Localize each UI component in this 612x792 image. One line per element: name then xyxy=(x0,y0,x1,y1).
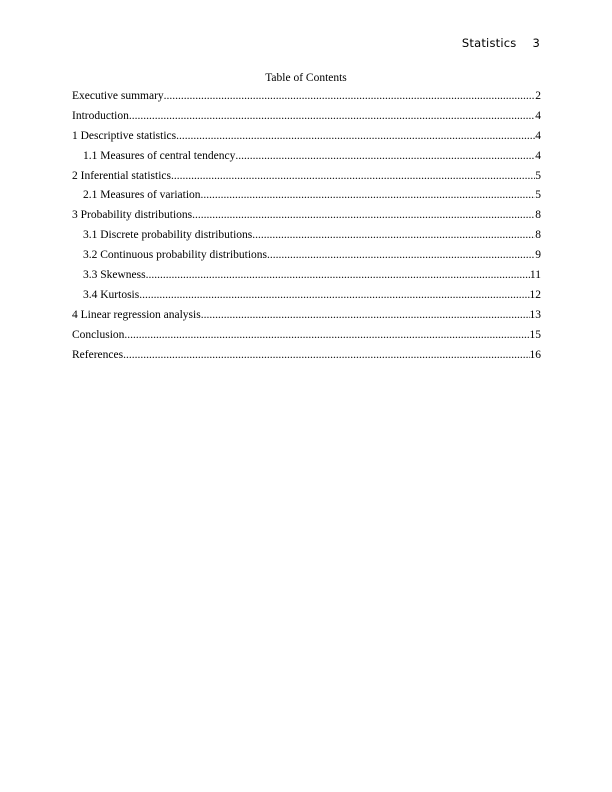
running-title: Statistics xyxy=(461,36,517,50)
toc-entry-skewness[interactable] xyxy=(72,266,541,286)
toc-entry-page: 5 xyxy=(535,169,541,182)
toc-entry-label: 3.1 Discrete probability distributions xyxy=(83,229,253,242)
toc-entry-descriptive-statistics[interactable] xyxy=(72,127,541,147)
toc-entry-page: 2 xyxy=(535,90,541,102)
toc-entry-label: 3.3 Skewness xyxy=(83,269,146,282)
toc-entry-page: 9 xyxy=(535,249,541,262)
toc-entry-label: Executive summary xyxy=(72,90,164,102)
toc-entry-label: 3 Probability distributions xyxy=(72,209,193,222)
toc-entry-label: 3.2 Continuous probability distributions xyxy=(83,249,268,262)
toc-entry-continuous-distributions[interactable] xyxy=(72,246,541,266)
toc-entry-page: 8 xyxy=(535,209,541,222)
toc-entry-page: 16 xyxy=(529,348,541,361)
toc-entry-central-tendency[interactable] xyxy=(72,147,541,167)
dot-leader xyxy=(139,286,529,306)
dot-leader xyxy=(164,87,536,107)
toc-title: Table of Contents xyxy=(265,72,347,84)
dot-leader xyxy=(123,346,529,366)
toc-entry-references[interactable] xyxy=(72,346,541,366)
toc-entry-inferential-statistics[interactable] xyxy=(72,167,541,187)
toc-entry-introduction[interactable] xyxy=(72,107,541,127)
toc-entry-page: 12 xyxy=(529,288,541,301)
dot-leader xyxy=(129,107,535,127)
toc-entry-linear-regression[interactable] xyxy=(72,306,541,326)
toc-entry-measures-of-variation[interactable] xyxy=(72,186,541,206)
toc-entry-label: References xyxy=(72,348,124,361)
toc-entry-page: 15 xyxy=(529,328,541,341)
toc-entry-label: 4 Linear regression analysis xyxy=(72,308,201,321)
toc-entry-page: 4 xyxy=(535,109,541,122)
toc-entry-label: 2 Inferential statistics xyxy=(72,169,171,182)
toc-entry-label: 1 Descriptive statistics xyxy=(72,129,177,142)
toc-entry-probability-distributions[interactable] xyxy=(72,206,541,226)
page-header xyxy=(462,36,540,50)
page-number: 3 xyxy=(532,36,540,50)
toc-entry-label: 2.1 Measures of variation xyxy=(83,189,201,202)
toc-entry-label: 3.4 Kurtosis xyxy=(83,288,140,301)
dot-leader xyxy=(252,226,535,246)
toc-entry-page: 5 xyxy=(535,189,541,202)
dot-leader xyxy=(171,167,535,187)
toc-entry-discrete-distributions[interactable] xyxy=(72,226,541,246)
toc-entry-page: 4 xyxy=(535,149,541,162)
toc-entry-page: 4 xyxy=(535,129,541,142)
toc-entry-executive-summary[interactable] xyxy=(72,87,541,107)
toc-entry-conclusion[interactable] xyxy=(72,326,541,346)
dot-leader xyxy=(267,246,535,266)
dot-leader xyxy=(235,147,535,167)
toc-entry-page: 11 xyxy=(529,269,541,282)
toc-entry-label: 1.1 Measures of central tendency xyxy=(83,149,236,162)
toc-entry-label: Introduction xyxy=(72,109,129,122)
toc-entry-page: 13 xyxy=(529,308,541,321)
dot-leader xyxy=(146,266,530,286)
toc-entry-page: 8 xyxy=(535,229,541,242)
dot-leader xyxy=(192,206,535,226)
toc-entry-label: Conclusion xyxy=(72,328,125,341)
toc-entry-kurtosis[interactable] xyxy=(72,286,541,306)
dot-leader xyxy=(201,306,530,326)
table-of-contents xyxy=(72,87,541,365)
dot-leader xyxy=(176,127,535,147)
dot-leader xyxy=(124,326,529,346)
dot-leader xyxy=(201,186,536,206)
